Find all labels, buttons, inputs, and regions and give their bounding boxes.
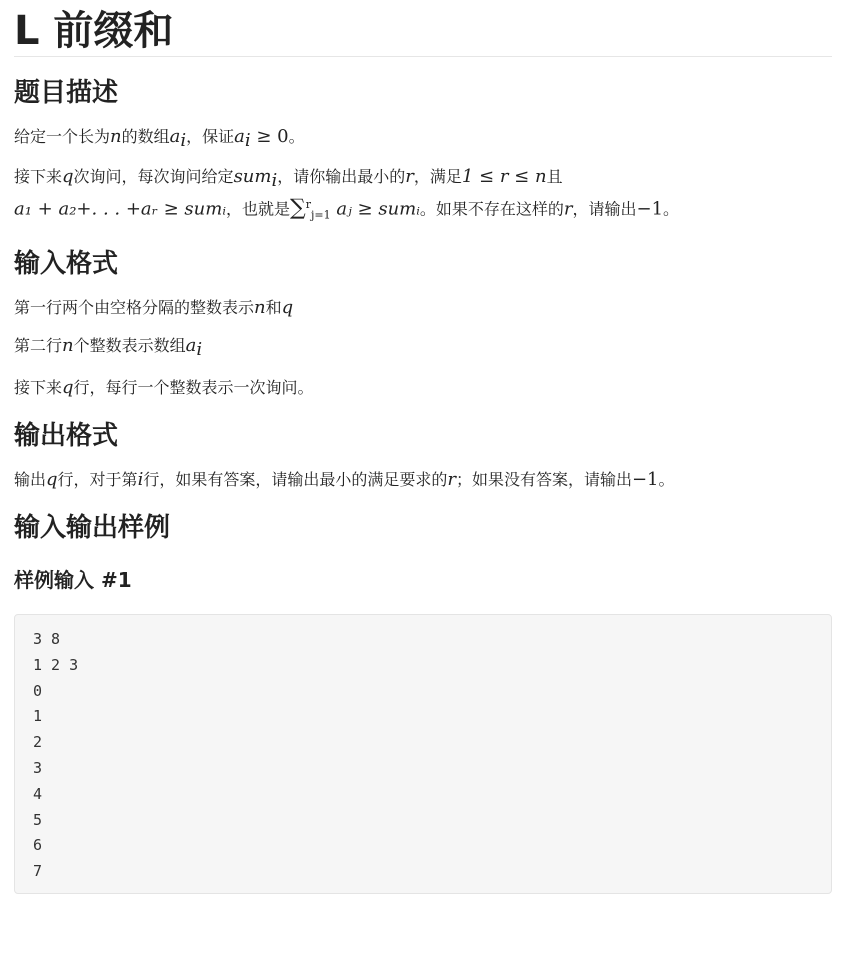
math-a: a [234, 126, 245, 147]
sample-input-1-code-block[interactable] [14, 614, 832, 894]
math-neg-one: −1 [636, 198, 664, 220]
math-sigma-body: aⱼ ≥ sumᵢ [330, 198, 420, 220]
math-r: r [563, 198, 573, 220]
math-sigma-sub: j=1 [310, 208, 331, 222]
math-a-sub: i [196, 339, 203, 361]
text: ，请你输出最小的 [277, 167, 406, 187]
text: ，保证 [186, 127, 235, 146]
text: 接下来 [14, 167, 63, 187]
math-i: i [137, 469, 144, 491]
page-title: L 前缀和 [14, 0, 832, 57]
text: 给定一个长为 [14, 127, 111, 146]
math-sum-sub: i [271, 170, 278, 192]
math-sigma: ∑ [289, 195, 306, 221]
math-inequality: 1 ≤ r ≤ n [461, 166, 547, 188]
description-paragraph-1 [14, 125, 832, 153]
samples-heading: 输入输出样例 [14, 513, 171, 544]
text: 个整数表示数组 [73, 335, 186, 355]
math-q: q [62, 166, 74, 188]
text: 。 [658, 470, 675, 490]
text: 第二行 [14, 335, 63, 355]
math-q: q [62, 377, 74, 399]
text: ，满足 [413, 167, 462, 187]
text: 的数组 [121, 127, 170, 146]
text: 。 [663, 199, 680, 219]
math-n: n [254, 296, 266, 318]
math-a: a [169, 126, 181, 147]
text: ，请输出 [572, 199, 637, 219]
math-series: a₁ + a₂+. . . +aᵣ ≥ sumᵢ [14, 198, 226, 220]
math-n: n [62, 334, 74, 356]
text: 第一行两个由空格分隔的整数表示 [14, 297, 255, 317]
text: 行，如果有答案，请输出最小的满足要求的 [143, 470, 448, 490]
input-format-line-3 [14, 376, 832, 400]
text: ；如果没有答案，请输出 [455, 470, 632, 490]
text: ，也就是 [225, 199, 290, 219]
output-format-heading: 输出格式 [14, 421, 119, 452]
description-heading: 题目描述 [14, 78, 119, 108]
sample-input-1-code[interactable]: 3 8 1 2 3 0 1 2 3 4 5 6 7 [33, 630, 79, 881]
math-q: q [46, 469, 58, 491]
text: 输出 [14, 470, 47, 490]
input-format-line-1 [14, 296, 832, 320]
text: 。 [288, 127, 305, 146]
text: 次询问，每次询问给定 [73, 167, 234, 187]
text: 行，对于第 [57, 470, 138, 490]
math-q: q [281, 296, 294, 318]
math-neg-one: −1 [631, 469, 659, 491]
text: 和 [265, 297, 282, 317]
math-a: a [185, 334, 197, 356]
text: 接下来 [14, 378, 63, 398]
text: 且 [546, 167, 563, 187]
math-sigma-sup: r [305, 198, 311, 212]
math-n: n [110, 126, 122, 147]
output-format-line-1 [14, 468, 832, 492]
input-format-line-2 [14, 334, 832, 362]
description-paragraph-2 [14, 165, 832, 228]
text: 行，每行一个整数表示一次询问。 [73, 378, 314, 398]
input-format-heading: 输入格式 [14, 248, 119, 279]
math-r: r [405, 166, 414, 188]
math-sum: sum [233, 166, 272, 188]
text: 。如果不存在这样的 [419, 199, 564, 219]
math-a-sub: i [244, 130, 251, 152]
math-a-sub: i [180, 130, 187, 152]
math-geq-zero: ≥ 0 [250, 126, 289, 147]
sample-input-1-heading: 样例输入 #1 [14, 568, 132, 593]
math-r: r [447, 469, 456, 491]
